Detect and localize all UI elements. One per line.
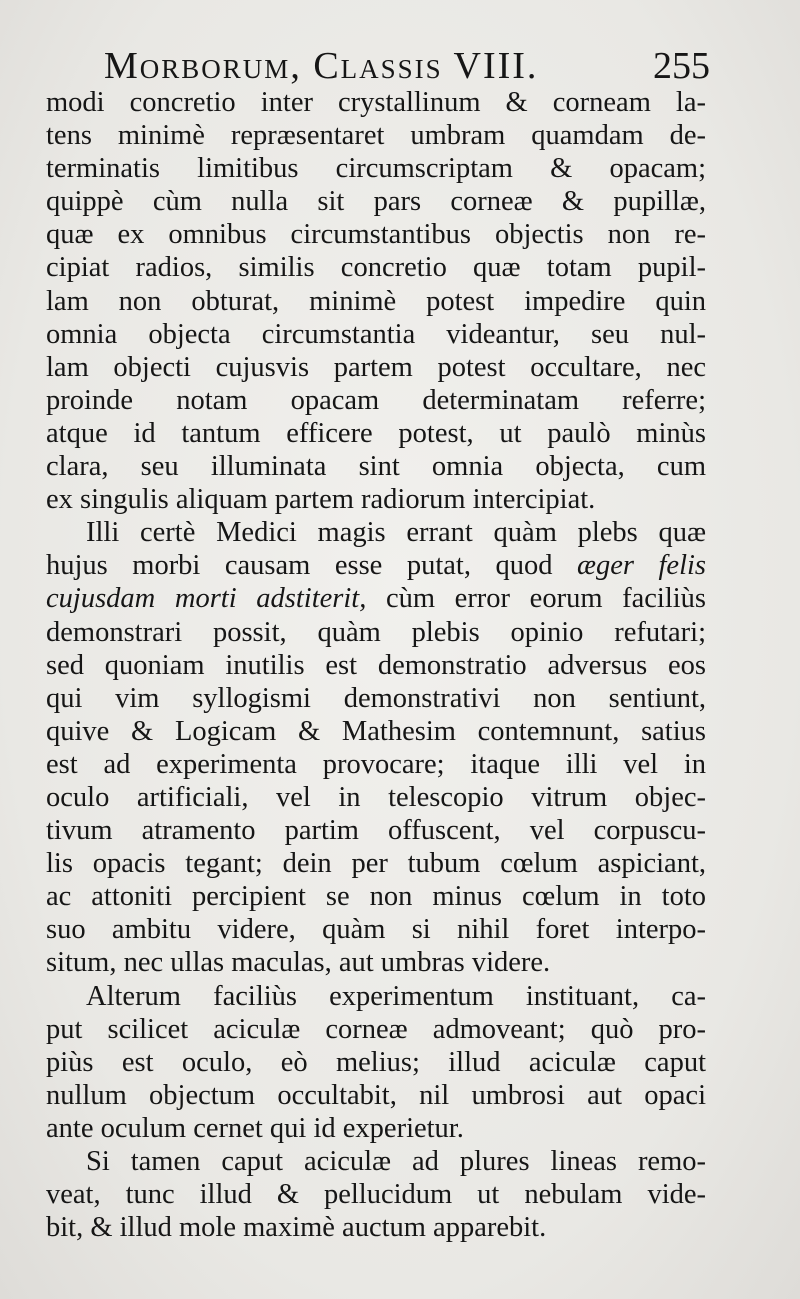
line-text: lis opacis tegant; dein per tubum cœlum aspiciant,: [46, 848, 706, 880]
line-text: ex singulis aliquam partem radiorum intercipiat.: [46, 484, 596, 516]
text-line: [46, 913, 706, 946]
running-title: Morborum, Classis VIII.: [104, 45, 539, 87]
text-line: [46, 185, 706, 218]
line-text: cùm error eorum faciliùs: [385, 583, 707, 615]
text-line: [46, 1046, 706, 1079]
text-line: [46, 1211, 706, 1244]
text-line: [46, 847, 706, 880]
text-line: [46, 384, 706, 417]
text-line: [46, 582, 706, 615]
text-line: [46, 715, 706, 748]
line-text: Illi certè Medici magis errant quàm plebs quæ: [86, 517, 706, 549]
line-text: demonstrari possit, quàm plebis opinio refutari;: [46, 616, 706, 648]
line-text: situm, nec ullas maculas, aut umbras videre.: [46, 947, 551, 979]
text-line: [46, 516, 706, 549]
text-line: [46, 1013, 706, 1046]
line-text: omnia objecta circumstantia videantur, seu nul-: [46, 318, 706, 350]
line-text: Alterum faciliùs experimentum instituant, ca-: [86, 980, 706, 1012]
text-line: [46, 549, 706, 582]
text-line: [46, 616, 706, 649]
line-text: terminatis limitibus circumscriptam & opacam;: [46, 153, 706, 185]
text-line: [46, 781, 706, 814]
body-text: [46, 86, 706, 1244]
text-line: [46, 152, 706, 185]
line-text: lam non obturat, minimè potest impedire quin: [46, 285, 706, 317]
italic-phrase: æger felis: [576, 550, 706, 582]
text-line: [46, 86, 706, 119]
line-text: cipiat radios, similis concretio quæ totam pupil-: [46, 252, 706, 284]
text-line: [46, 483, 706, 516]
line-text: proinde notam opacam determinatam referre;: [46, 384, 706, 416]
line-text: atque id tantum efficere potest, ut paulò minùs: [46, 417, 706, 449]
line-text: quæ ex omnibus circumstantibus objectis non re-: [46, 219, 706, 251]
line-text: veat, tunc illud & pellucidum ut nebulam vide-: [46, 1179, 706, 1211]
line-text: tivum atramento partim offuscent, vel corpuscu-: [46, 815, 706, 847]
line-text: nullum objectum occultabit, nil umbrosi aut opaci: [46, 1079, 706, 1111]
text-line: [46, 946, 706, 979]
line-text: put scilicet aciculæ corneæ admoveant; quò pro-: [46, 1013, 706, 1045]
line-text: bit, & illud mole maximè auctum apparebit.: [46, 1212, 547, 1244]
text-line: [46, 218, 706, 251]
text-line: [46, 285, 706, 318]
line-text: clara, seu illuminata sint omnia objecta, cum: [46, 451, 706, 483]
text-line: [46, 1079, 706, 1112]
italic-phrase: cujusdam morti adstiterit,: [46, 583, 367, 615]
line-text: quive & Logicam & Mathesim contemnunt, satius: [46, 715, 706, 747]
text-line: [46, 119, 706, 152]
line-text: modi concretio inter crystallinum & corneam la-: [46, 87, 706, 118]
text-line: [46, 318, 706, 351]
line-text: ac attoniti percipient se non minus cœlum in toto: [46, 881, 706, 913]
line-text: ante oculum cernet qui id experietur.: [46, 1112, 464, 1144]
text-line: [46, 980, 706, 1013]
text-line: [46, 351, 706, 384]
text-line: [46, 251, 706, 284]
line-text: oculo artificiali, vel in telescopio vitrum objec-: [46, 781, 706, 813]
text-line: [46, 1112, 706, 1145]
line-text: Si tamen caput aciculæ ad plures lineas remo-: [86, 1146, 706, 1177]
line-text: piùs est oculo, eò melius; illud aciculæ caput: [46, 1046, 706, 1078]
text-line: [46, 814, 706, 847]
text-line: [46, 682, 706, 715]
text-line: [46, 748, 706, 781]
text-line: [46, 880, 706, 913]
text-line: [46, 1178, 706, 1211]
line-text: tens minimè repræsentaret umbram quamdam de-: [46, 120, 706, 152]
text-line: [46, 450, 706, 483]
text-line: [46, 649, 706, 682]
text-line: [46, 417, 706, 450]
line-text: lam objecti cujusvis partem potest occultare, nec: [46, 351, 706, 383]
line-text: est ad experimenta provocare; itaque illi vel in: [46, 748, 706, 780]
page-number: 255: [653, 45, 710, 87]
line-text: qui vim syllogismi demonstrativi non sentiunt,: [46, 682, 706, 714]
line-text: sed quoniam inutilis est demonstratio adversus eos: [46, 649, 706, 681]
line-text: suo ambitu videre, quàm si nihil foret interpo-: [46, 914, 706, 946]
line-text: hujus morbi causam esse putat, quod: [46, 550, 553, 582]
text-line: [46, 1145, 706, 1178]
line-text: quippè cùm nulla sit pars corneæ & pupillæ,: [46, 186, 706, 218]
